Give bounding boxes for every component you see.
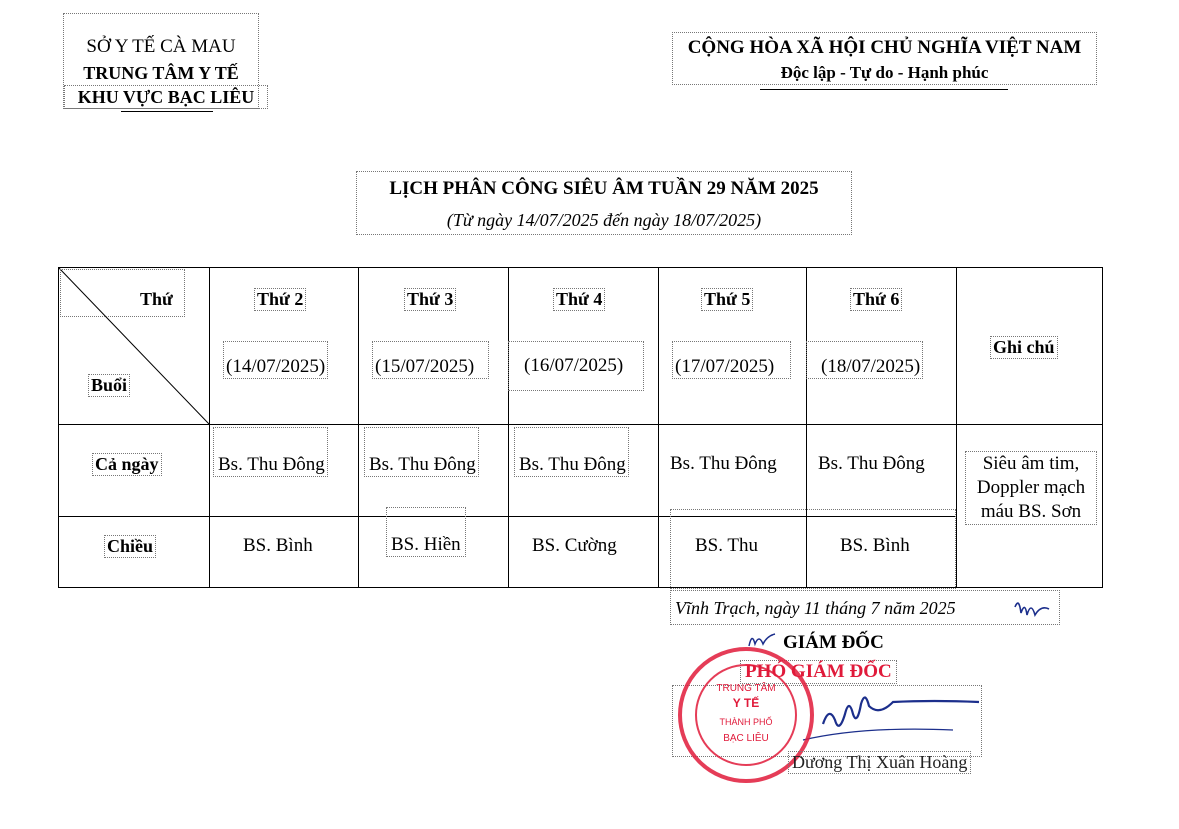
place-date: [670, 590, 1060, 625]
note-header: Ghi chú: [990, 336, 1058, 359]
title-main: LỊCH PHÂN CÔNG SIÊU ÂM TUẦN 29 NĂM 2025: [389, 178, 819, 199]
day-date-fri: (18/07/2025): [806, 341, 923, 379]
director-title: GIÁM ĐỐC: [783, 632, 884, 653]
agency-header: [63, 13, 259, 109]
cell-afternoon-tue: BS. Hiền: [386, 507, 466, 557]
title-date-range: (Từ ngày 14/07/2025 đến ngày 18/07/2025): [446, 210, 762, 230]
national-motto: Độc lập - Tự do - Hạnh phúc: [780, 63, 989, 82]
initial-mark: [1011, 593, 1061, 621]
document-title: [356, 171, 852, 235]
agency-name-line2: KHU VỰC BẠC LIÊU: [64, 85, 268, 109]
cell-fullday-fri: Bs. Thu Đông: [818, 453, 925, 474]
day-header-mon: Thứ 2: [254, 288, 306, 311]
corner-label-session: Buổi: [88, 374, 130, 397]
cell-afternoon-thu: BS. Thu: [695, 535, 759, 556]
day-header-wed: Thứ 4: [553, 288, 605, 311]
signer-name: Dương Thị Xuân Hoàng: [788, 751, 971, 774]
agency-underline: [121, 111, 213, 112]
grid-line: [658, 267, 659, 588]
cell-fullday-wed: Bs. Thu Đông: [514, 427, 629, 477]
agency-name-line1: TRUNG TÂM Y TẾ: [83, 63, 239, 83]
motto-underline: [760, 89, 1008, 90]
cell-fullday-tue: Bs. Thu Đông: [364, 427, 479, 477]
cell-afternoon-fri: BS. Bình: [840, 535, 910, 556]
vice-director-title: PHÓ GIÁM ĐỐC: [740, 660, 897, 684]
session-full-day: Cả ngày: [92, 453, 162, 476]
stamp-line: TRUNG TÂM: [716, 683, 776, 694]
grid-line: [508, 267, 509, 588]
day-date-tue: (15/07/2025): [372, 341, 489, 379]
day-date-wed: (16/07/2025): [524, 355, 624, 376]
stamp-line: Y TẾ: [732, 696, 760, 710]
corner-box: [60, 269, 185, 317]
note-content: [965, 451, 1097, 525]
national-title: CỘNG HÒA XÃ HỘI CHỦ NGHĨA VIỆT NAM: [687, 37, 1082, 58]
national-header: [672, 32, 1097, 85]
cell-fullday-mon: Bs. Thu Đông: [213, 427, 328, 477]
place-date-text: Vĩnh Trạch, ngày 11 tháng 7 năm 2025: [675, 598, 956, 618]
day-header-tue: Thứ 3: [404, 288, 456, 311]
agency-parent: SỞ Y TẾ CÀ MAU: [86, 36, 236, 57]
corner-label-day: Thứ: [140, 289, 173, 309]
grid-line: [58, 424, 1103, 425]
day-header-fri: Thứ 6: [850, 288, 902, 311]
schedule-table: [58, 267, 1103, 588]
note-line: Doppler mạch: [976, 477, 1086, 498]
date-box: [508, 341, 644, 391]
day-date-thu: (17/07/2025): [672, 341, 791, 379]
day-header-thu: Thứ 5: [701, 288, 753, 311]
grid-line: [358, 267, 359, 588]
note-line: máu BS. Sơn: [980, 501, 1082, 522]
day-date-mon: (14/07/2025): [223, 341, 328, 379]
cell-afternoon-mon: BS. Bình: [243, 535, 313, 556]
stamp-line: THÀNH PHỐ: [719, 717, 773, 727]
grid-line: [956, 267, 957, 588]
cell-afternoon-wed: BS. Cường: [532, 535, 617, 556]
session-afternoon: Chiều: [104, 535, 156, 558]
note-line: Siêu âm tim,: [982, 453, 1080, 474]
cell-fullday-thu: Bs. Thu Đông: [670, 453, 777, 474]
stamp-line: BẠC LIÊU: [723, 733, 769, 744]
